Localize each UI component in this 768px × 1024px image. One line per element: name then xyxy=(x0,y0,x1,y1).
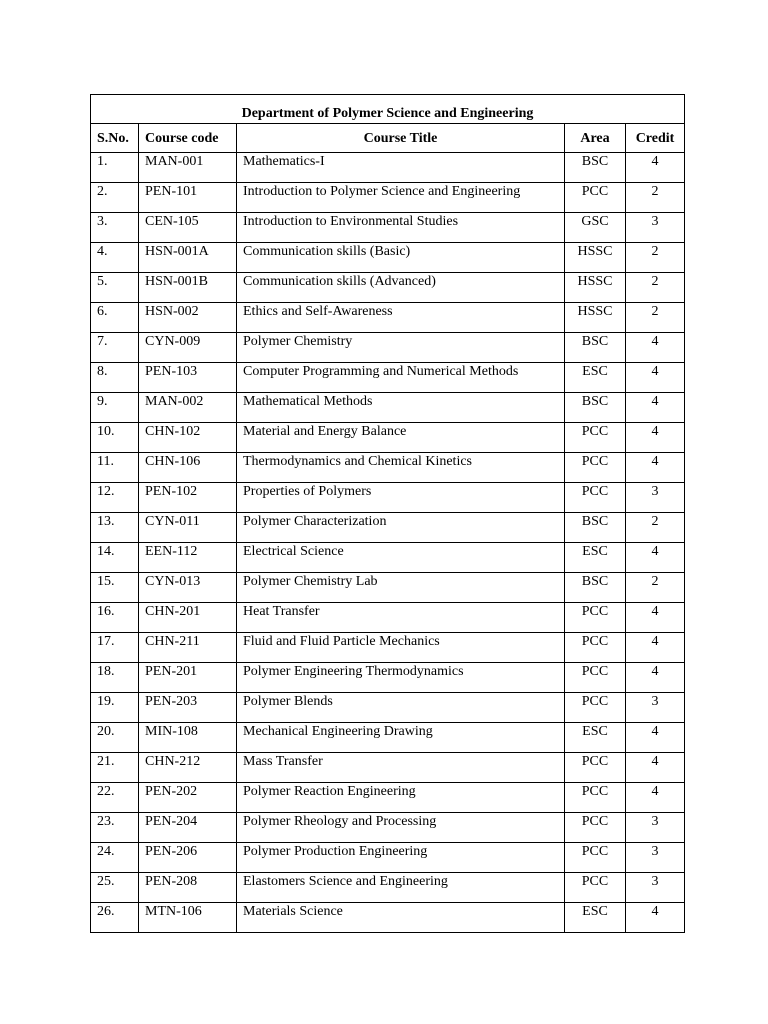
row-area: PCC xyxy=(565,183,626,213)
row-area: PCC xyxy=(565,483,626,513)
table-row xyxy=(91,363,685,393)
row-course-code: PEN-203 xyxy=(139,693,237,723)
row-course-code: MAN-001 xyxy=(139,153,237,183)
row-course-code: MTN-106 xyxy=(139,903,237,933)
row-course-code: PEN-201 xyxy=(139,663,237,693)
table-row xyxy=(91,783,685,813)
row-course-code: PEN-204 xyxy=(139,813,237,843)
row-area: PCC xyxy=(565,453,626,483)
row-course-title: Mechanical Engineering Drawing xyxy=(237,723,565,753)
row-course-title: Introduction to Polymer Science and Engineering xyxy=(237,183,565,213)
row-course-title: Mathematical Methods xyxy=(237,393,565,423)
row-course-title: Computer Programming and Numerical Methods xyxy=(237,363,565,393)
row-course-title: Polymer Blends xyxy=(237,693,565,723)
row-credit: 4 xyxy=(626,543,685,573)
row-credit: 4 xyxy=(626,723,685,753)
row-area: HSSC xyxy=(565,243,626,273)
row-course-code: PEN-103 xyxy=(139,363,237,393)
row-area: BSC xyxy=(565,153,626,183)
row-course-title: Polymer Chemistry Lab xyxy=(237,573,565,603)
table-row xyxy=(91,453,685,483)
row-course-title: Electrical Science xyxy=(237,543,565,573)
row-area: ESC xyxy=(565,903,626,933)
row-area: PCC xyxy=(565,603,626,633)
row-area: PCC xyxy=(565,633,626,663)
row-sno: 5. xyxy=(91,273,139,303)
row-sno: 8. xyxy=(91,363,139,393)
table-row xyxy=(91,183,685,213)
row-course-code: CHN-212 xyxy=(139,753,237,783)
row-course-code: HSN-001A xyxy=(139,243,237,273)
row-course-title: Fluid and Fluid Particle Mechanics xyxy=(237,633,565,663)
row-area: HSSC xyxy=(565,303,626,333)
row-sno: 24. xyxy=(91,843,139,873)
row-course-title: Polymer Chemistry xyxy=(237,333,565,363)
row-credit: 3 xyxy=(626,693,685,723)
row-sno: 16. xyxy=(91,603,139,633)
row-course-title: Mass Transfer xyxy=(237,753,565,783)
row-credit: 4 xyxy=(626,603,685,633)
table-title-row xyxy=(91,95,685,124)
header-area: Area xyxy=(565,124,626,153)
row-credit: 2 xyxy=(626,303,685,333)
row-sno: 26. xyxy=(91,903,139,933)
row-course-title: Thermodynamics and Chemical Kinetics xyxy=(237,453,565,483)
row-area: PCC xyxy=(565,423,626,453)
row-credit: 4 xyxy=(626,633,685,663)
table-row xyxy=(91,903,685,933)
row-sno: 23. xyxy=(91,813,139,843)
row-sno: 17. xyxy=(91,633,139,663)
row-sno: 2. xyxy=(91,183,139,213)
table-row xyxy=(91,483,685,513)
row-area: PCC xyxy=(565,843,626,873)
row-course-code: CYN-011 xyxy=(139,513,237,543)
row-credit: 4 xyxy=(626,333,685,363)
row-course-code: MAN-002 xyxy=(139,393,237,423)
row-area: BSC xyxy=(565,393,626,423)
row-course-code: CYN-009 xyxy=(139,333,237,363)
row-course-code: PEN-206 xyxy=(139,843,237,873)
table-row xyxy=(91,153,685,183)
row-area: ESC xyxy=(565,723,626,753)
table-row xyxy=(91,633,685,663)
table-row xyxy=(91,333,685,363)
table-row xyxy=(91,813,685,843)
row-course-code: CHN-106 xyxy=(139,453,237,483)
row-course-title: Polymer Production Engineering xyxy=(237,843,565,873)
row-sno: 12. xyxy=(91,483,139,513)
row-course-code: PEN-208 xyxy=(139,873,237,903)
row-credit: 2 xyxy=(626,573,685,603)
row-course-title: Ethics and Self-Awareness xyxy=(237,303,565,333)
row-credit: 2 xyxy=(626,183,685,213)
row-course-title: Introduction to Environmental Studies xyxy=(237,213,565,243)
row-sno: 1. xyxy=(91,153,139,183)
row-area: PCC xyxy=(565,783,626,813)
row-credit: 3 xyxy=(626,213,685,243)
row-area: ESC xyxy=(565,363,626,393)
row-credit: 4 xyxy=(626,393,685,423)
table-row xyxy=(91,873,685,903)
row-credit: 3 xyxy=(626,873,685,903)
row-credit: 2 xyxy=(626,513,685,543)
row-area: PCC xyxy=(565,693,626,723)
row-course-code: HSN-001B xyxy=(139,273,237,303)
row-sno: 11. xyxy=(91,453,139,483)
row-area: BSC xyxy=(565,333,626,363)
row-course-title: Mathematics-I xyxy=(237,153,565,183)
course-table xyxy=(90,94,685,933)
row-sno: 19. xyxy=(91,693,139,723)
row-course-code: PEN-102 xyxy=(139,483,237,513)
row-course-code: CHN-201 xyxy=(139,603,237,633)
row-course-code: EEN-112 xyxy=(139,543,237,573)
row-course-code: HSN-002 xyxy=(139,303,237,333)
table-row xyxy=(91,393,685,423)
row-course-title: Communication skills (Basic) xyxy=(237,243,565,273)
row-sno: 9. xyxy=(91,393,139,423)
row-course-title: Properties of Polymers xyxy=(237,483,565,513)
table-title: Department of Polymer Science and Engineering xyxy=(91,95,685,124)
table-row xyxy=(91,243,685,273)
row-credit: 4 xyxy=(626,153,685,183)
row-course-title: Material and Energy Balance xyxy=(237,423,565,453)
row-course-title: Materials Science xyxy=(237,903,565,933)
row-course-title: Heat Transfer xyxy=(237,603,565,633)
row-credit: 4 xyxy=(626,453,685,483)
row-credit: 4 xyxy=(626,663,685,693)
row-course-code: CHN-102 xyxy=(139,423,237,453)
row-area: ESC xyxy=(565,543,626,573)
row-course-title: Elastomers Science and Engineering xyxy=(237,873,565,903)
table-row xyxy=(91,273,685,303)
row-area: BSC xyxy=(565,513,626,543)
row-course-title: Polymer Characterization xyxy=(237,513,565,543)
course-rows xyxy=(91,153,685,933)
row-credit: 4 xyxy=(626,423,685,453)
row-course-title: Polymer Rheology and Processing xyxy=(237,813,565,843)
table-row xyxy=(91,753,685,783)
row-credit: 4 xyxy=(626,753,685,783)
row-sno: 3. xyxy=(91,213,139,243)
row-course-title: Polymer Reaction Engineering xyxy=(237,783,565,813)
header-course-code: Course code xyxy=(139,124,237,153)
row-credit: 2 xyxy=(626,273,685,303)
row-credit: 3 xyxy=(626,813,685,843)
row-sno: 25. xyxy=(91,873,139,903)
row-area: PCC xyxy=(565,663,626,693)
row-area: PCC xyxy=(565,753,626,783)
table-header-row xyxy=(91,124,685,153)
row-sno: 10. xyxy=(91,423,139,453)
row-sno: 20. xyxy=(91,723,139,753)
row-area: BSC xyxy=(565,573,626,603)
row-sno: 21. xyxy=(91,753,139,783)
row-course-title: Polymer Engineering Thermodynamics xyxy=(237,663,565,693)
row-sno: 13. xyxy=(91,513,139,543)
table-row xyxy=(91,513,685,543)
row-course-code: CHN-211 xyxy=(139,633,237,663)
table-row xyxy=(91,843,685,873)
row-credit: 4 xyxy=(626,783,685,813)
row-sno: 18. xyxy=(91,663,139,693)
row-credit: 3 xyxy=(626,843,685,873)
row-credit: 3 xyxy=(626,483,685,513)
row-sno: 6. xyxy=(91,303,139,333)
table-row xyxy=(91,423,685,453)
table-row xyxy=(91,693,685,723)
row-sno: 22. xyxy=(91,783,139,813)
row-area: PCC xyxy=(565,813,626,843)
row-sno: 7. xyxy=(91,333,139,363)
table-row xyxy=(91,723,685,753)
table-row xyxy=(91,573,685,603)
header-sno: S.No. xyxy=(91,124,139,153)
table-row xyxy=(91,543,685,573)
row-sno: 4. xyxy=(91,243,139,273)
row-area: PCC xyxy=(565,873,626,903)
row-course-code: PEN-101 xyxy=(139,183,237,213)
row-area: GSC xyxy=(565,213,626,243)
table-row xyxy=(91,663,685,693)
table-row xyxy=(91,213,685,243)
row-credit: 4 xyxy=(626,363,685,393)
table-row xyxy=(91,303,685,333)
row-sno: 14. xyxy=(91,543,139,573)
row-course-code: MIN-108 xyxy=(139,723,237,753)
header-credit: Credit xyxy=(626,124,685,153)
header-course-title: Course Title xyxy=(237,124,565,153)
row-course-code: CEN-105 xyxy=(139,213,237,243)
row-sno: 15. xyxy=(91,573,139,603)
table-row xyxy=(91,603,685,633)
row-area: HSSC xyxy=(565,273,626,303)
row-course-code: PEN-202 xyxy=(139,783,237,813)
row-credit: 4 xyxy=(626,903,685,933)
row-course-title: Communication skills (Advanced) xyxy=(237,273,565,303)
row-course-code: CYN-013 xyxy=(139,573,237,603)
row-credit: 2 xyxy=(626,243,685,273)
